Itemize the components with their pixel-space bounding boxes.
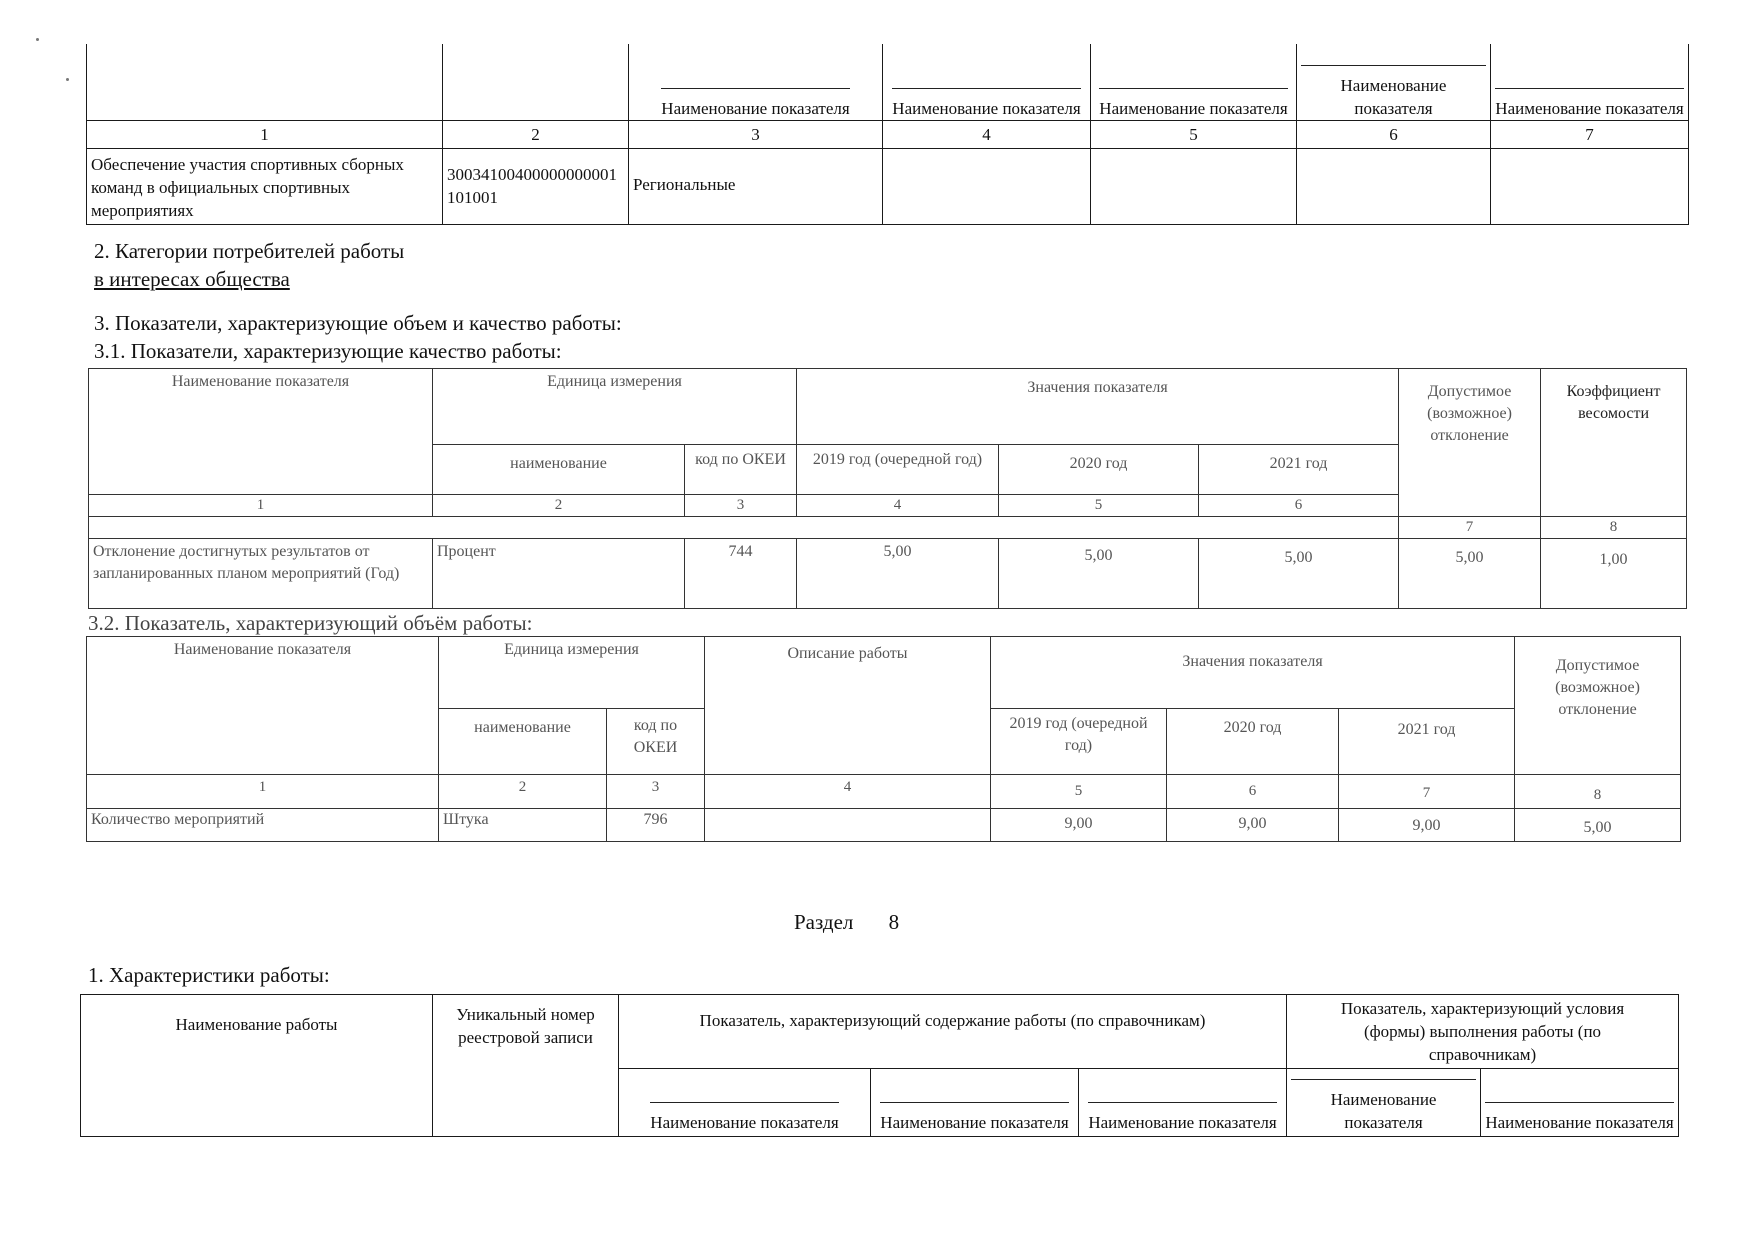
header-year-2021: 2021 год — [1199, 445, 1399, 495]
column-number: 6 — [1167, 775, 1339, 809]
header-conditions-indicator: Показатель, характеризующий условия (формы) выполнения работы (по справочникам) — [1287, 995, 1679, 1069]
column-number: 3 — [629, 120, 883, 148]
column-number: 6 — [1199, 495, 1399, 517]
indicator-name-label: Наименование показателя — [1099, 88, 1287, 120]
header-indicator-name: Наименование показателя — [89, 369, 433, 495]
table-row — [87, 809, 1681, 842]
column-number: 8 — [1541, 517, 1687, 539]
column-number: 3 — [607, 775, 705, 809]
work-characteristics-table — [80, 994, 1679, 1137]
column-number: 4 — [705, 775, 991, 809]
header-unit-code: код по ОКЕИ — [607, 709, 705, 775]
header-work-name: Наименование работы — [81, 995, 433, 1137]
value-2019-cell: 5,00 — [797, 539, 999, 609]
indicator-name-label: Наименование показателя — [661, 88, 849, 120]
indicator-name-label: Наименование показателя — [1495, 88, 1683, 120]
header-unit-name: наименование — [433, 445, 685, 495]
column-number: 4 — [883, 120, 1091, 148]
header-cell-empty — [87, 44, 443, 120]
column-number: 6 — [1297, 120, 1491, 148]
column-number: 2 — [433, 495, 685, 517]
header-year-2019: 2019 год (очередной год) — [797, 445, 999, 495]
indicator-name-label: Наименование показателя — [1088, 1102, 1276, 1134]
value-2020-cell: 9,00 — [1167, 809, 1339, 842]
header-weight-coefficient: Коэффициент весомости — [1541, 369, 1687, 517]
header-indicator-name — [1091, 44, 1297, 120]
work-name-cell: Обеспечение участия спортивных сборных команд в официальных спортивных мероприятиях — [87, 148, 443, 224]
scan-speck — [66, 78, 69, 81]
spacer-cell — [89, 517, 1399, 539]
indicator-name-label: Наименование показателя — [1301, 65, 1486, 120]
quality-indicators-table — [88, 368, 1687, 609]
column-number: 1 — [89, 495, 433, 517]
quality-indicators-title: 3.1. Показатели, характеризующие качество работы: — [94, 339, 562, 363]
column-number: 2 — [443, 120, 629, 148]
header-indicator-name — [629, 44, 883, 120]
header-indicator-name — [1079, 1069, 1287, 1137]
empty-cell — [1491, 148, 1689, 224]
indicator-name-cell: Количество мероприятий — [87, 809, 439, 842]
section-label: Раздел — [794, 910, 854, 934]
volume-indicators-table — [86, 636, 1681, 842]
deviation-cell: 5,00 — [1399, 539, 1541, 609]
header-indicator-name: Наименование показателя — [87, 637, 439, 775]
column-number: 7 — [1339, 775, 1515, 809]
header-year-2019: 2019 год (очередной год) — [991, 709, 1167, 775]
registry-number-cell: 30034100400000000001101001 — [443, 148, 629, 224]
column-number: 1 — [87, 120, 443, 148]
header-unit: Единица измерения — [439, 637, 705, 709]
unit-name-cell: Штука — [439, 809, 607, 842]
indicator-name-label: Наименование показателя — [1485, 1102, 1673, 1134]
section-heading — [794, 910, 899, 935]
section-number: 8 — [888, 910, 900, 934]
header-indicator-name — [883, 44, 1091, 120]
unit-code-cell: 796 — [607, 809, 705, 842]
column-number-row — [87, 775, 1681, 809]
unit-name-cell: Процент — [433, 539, 685, 609]
value-2020-cell: 5,00 — [999, 539, 1199, 609]
column-number-row — [87, 120, 1689, 148]
header-indicator-values: Значения показателя — [797, 369, 1399, 445]
indicator-name-cell: Отклонение достигнутых результатов от запланированных планом мероприятий (Год) — [89, 539, 433, 609]
column-number: 1 — [87, 775, 439, 809]
column-number: 7 — [1491, 120, 1689, 148]
indicator-value-cell: Региональные — [629, 148, 883, 224]
header-indicator-name — [1491, 44, 1689, 120]
header-unit: Единица измерения — [433, 369, 797, 445]
header-indicator-name — [871, 1069, 1079, 1137]
empty-cell — [883, 148, 1091, 224]
header-deviation: Допустимое (возможное) отклонение — [1515, 637, 1681, 775]
volume-quality-title: 3. Показатели, характеризующие объем и качество работы: — [94, 311, 622, 335]
header-work-description: Описание работы — [705, 637, 991, 775]
header-indicator-name — [1297, 44, 1491, 120]
indicator-name-label: Наименование показателя — [892, 88, 1080, 120]
header-indicator-name — [1287, 1069, 1481, 1137]
indicator-name-label: Наименование показателя — [650, 1102, 838, 1134]
deviation-cell: 5,00 — [1515, 809, 1681, 842]
column-number: 5 — [1091, 120, 1297, 148]
volume-indicators-title: 3.2. Показатель, характеризующий объём работы: — [88, 611, 533, 635]
header-content-indicator: Показатель, характеризующий содержание работы (по справочникам) — [619, 995, 1287, 1069]
indicator-name-label: Наименование показателя — [880, 1102, 1068, 1134]
header-year-2020: 2020 год — [1167, 709, 1339, 775]
scan-speck — [36, 38, 39, 41]
column-number: 4 — [797, 495, 999, 517]
consumer-categories-title: 2. Категории потребителей работы — [94, 239, 405, 263]
header-indicator-values: Значения показателя — [991, 637, 1515, 709]
value-2021-cell: 9,00 — [1339, 809, 1515, 842]
header-deviation: Допустимое (возможное) отклонение — [1399, 369, 1541, 517]
header-registry-number: Уникальный номер реестровой записи — [433, 995, 619, 1137]
header-indicator-name — [1481, 1069, 1679, 1137]
header-indicator-name — [619, 1069, 871, 1137]
column-number: 8 — [1515, 775, 1681, 809]
column-number: 2 — [439, 775, 607, 809]
column-number: 3 — [685, 495, 797, 517]
consumer-categories-value: в интересах общества — [94, 267, 290, 291]
column-number: 5 — [999, 495, 1199, 517]
value-2021-cell: 5,00 — [1199, 539, 1399, 609]
work-description-cell — [705, 809, 991, 842]
header-unit-code: код по ОКЕИ — [685, 445, 797, 495]
column-number: 7 — [1399, 517, 1541, 539]
empty-cell — [1091, 148, 1297, 224]
header-unit-name: наименование — [439, 709, 607, 775]
table-row — [89, 539, 1687, 609]
weight-coefficient-cell: 1,00 — [1541, 539, 1687, 609]
header-year-2020: 2020 год — [999, 445, 1199, 495]
indicator-name-label: Наименование показателя — [1291, 1079, 1476, 1134]
work-characteristics-title: 1. Характеристики работы: — [88, 963, 330, 987]
value-2019-cell: 9,00 — [991, 809, 1167, 842]
unit-code-cell: 744 — [685, 539, 797, 609]
column-number: 5 — [991, 775, 1167, 809]
empty-cell — [1297, 148, 1491, 224]
header-cell-empty — [443, 44, 629, 120]
header-year-2021: 2021 год — [1339, 709, 1515, 775]
table-row — [87, 148, 1689, 224]
work-characteristics-table-top — [86, 44, 1689, 225]
